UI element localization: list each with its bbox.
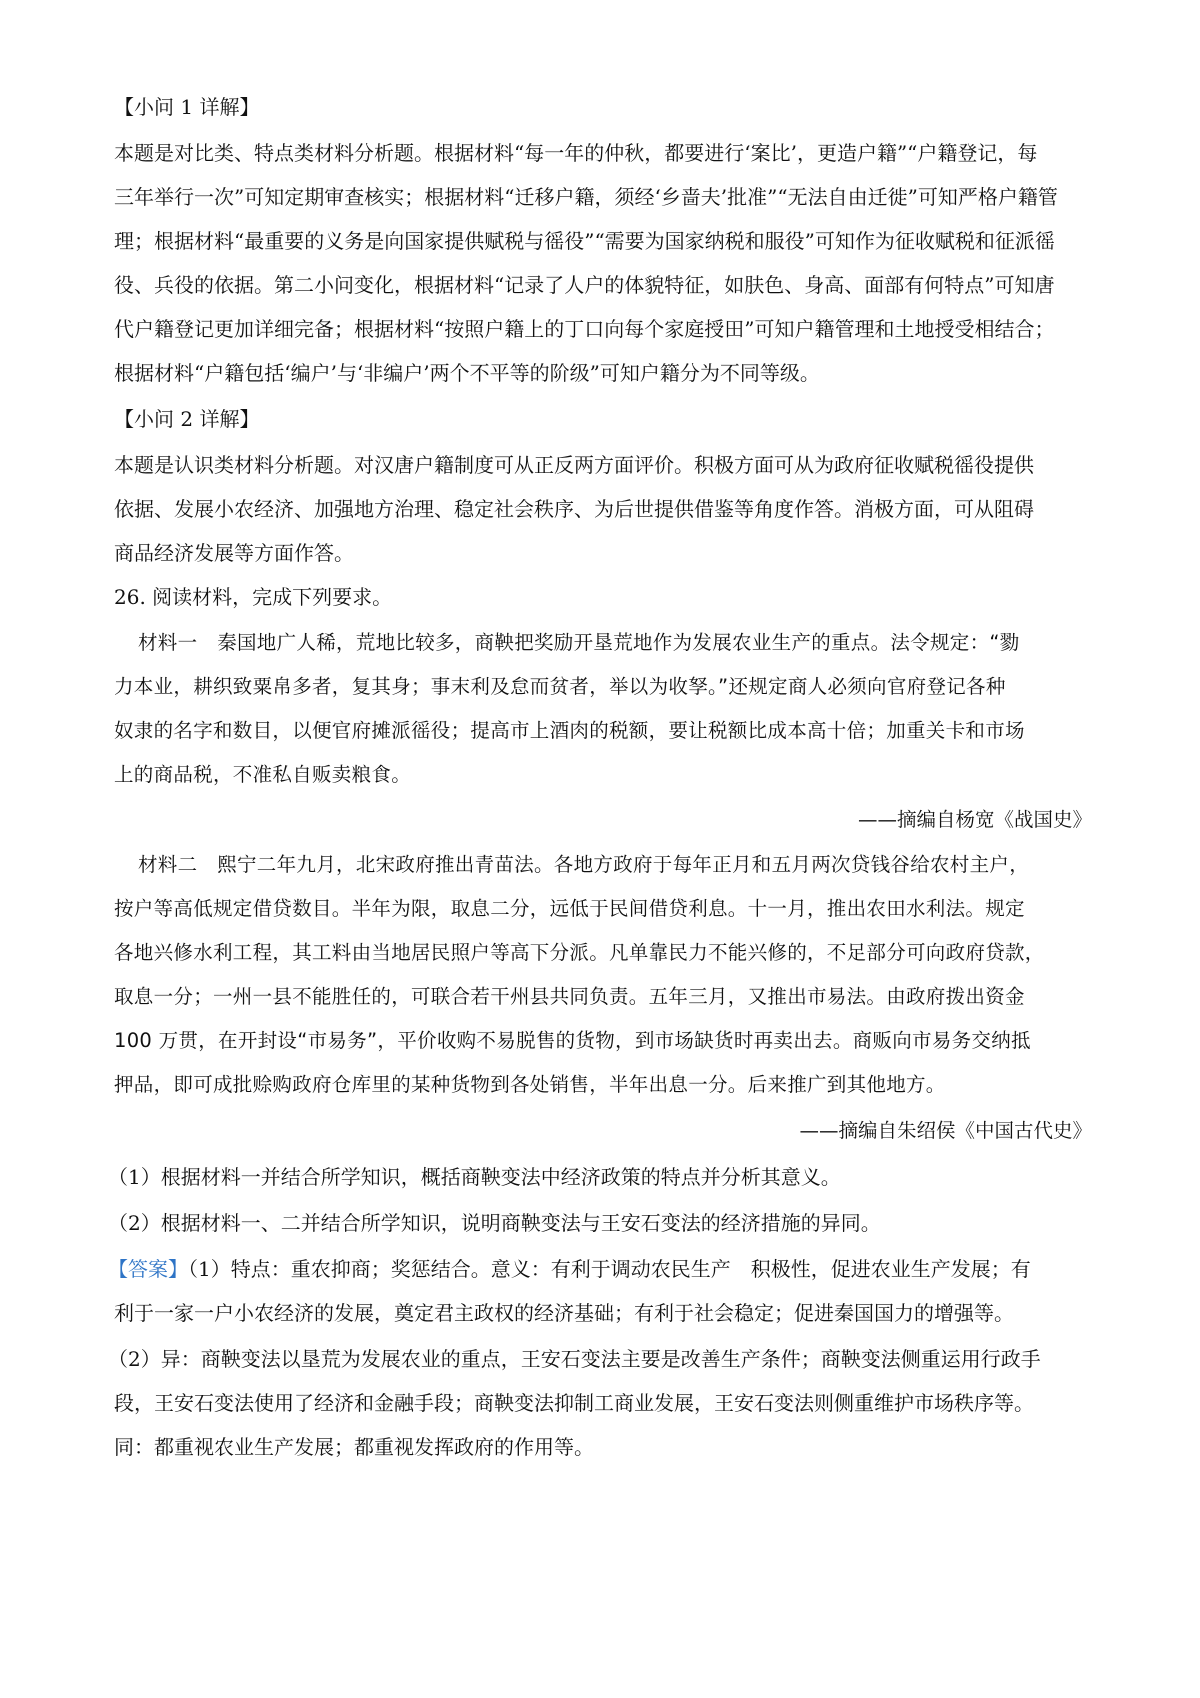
material2-line: 100 万贯，在开封设“市易务”，平价收购不易脱售的货物，到市场缺货时再卖出去。商贩向市易务交纳抵 (114, 1029, 1031, 1052)
material1-line: 上的商品税，不准私自贩卖粮食。 (114, 763, 412, 786)
subquestion-1: （1）根据材料一并结合所学知识，概括商鞅变法中经济政策的特点并分析其意义。 (108, 1165, 841, 1189)
answer-label: 【答案】 (108, 1257, 188, 1281)
material2-line: 各地兴修水利工程，其工料由当地居民照户等高下分派。凡单靠民力不能兴修的，不足部分可向政府贷款， (114, 941, 1045, 964)
answer-line (108, 1254, 1088, 1284)
material2-line: 取息一分；一州一县不能胜任的，可联合若干州县共同负责。五年三月，又推出市易法。由政府拨出资金 (114, 985, 1025, 1008)
q1-text-line: 本题是对比类、特点类材料分析题。根据材料“每一年的仲秋，都要进行‘案比’，更造户籍”“户籍登记，每 (114, 141, 1038, 165)
q2-text-line: 商品经济发展等方面作答。 (114, 541, 354, 565)
material2-line: 按户等高低规定借贷数目。半年为限，取息二分，远低于民间借贷利息。十一月，推出农田水利法。规定 (114, 897, 1025, 920)
question-stem: 26. 阅读材料，完成下列要求。 (114, 585, 393, 609)
material2-source: ——摘编自朱绍侯《中国古代史》 (799, 1119, 1092, 1142)
material1-line: 力本业，耕织致粟帛多者，复其身；事末利及怠而贫者，举以为收孥。”还规定商人必须向官府登记各种 (114, 675, 1006, 698)
answer-line: 同：都重视农业生产发展；都重视发挥政府的作用等。 (114, 1435, 594, 1459)
material2-line: 材料二 熙宁二年九月，北宋政府推出青苗法。各地方政府于每年正月和五月两次贷钱谷给农村主户， (138, 853, 1030, 876)
material1-source: ——摘编自杨宽《战国史》 (857, 808, 1092, 831)
q1-text-line: 三年举行一次”可知定期审查核实；根据材料“迁移户籍，须经‘乡啬夫’批准”“无法自由迁徙”可知严格户籍管 (114, 185, 1058, 209)
subquestion-2: （2）根据材料一、二并结合所学知识，说明商鞅变法与王安石变法的经济措施的异同。 (108, 1211, 881, 1235)
material2-line: 押品，即可成批赊购政府仓库里的某种货物到各处销售，半年出息一分。后来推广到其他地方。 (114, 1073, 946, 1096)
answer-line: 段，王安石变法使用了经济和金融手段；商鞅变法抑制工商业发展，王安石变法则侧重维护市场秩序等。 (114, 1391, 1034, 1415)
q1-text-line: 代户籍登记更加详细完备；根据材料“按照户籍上的丁口向每个家庭授田”可知户籍管理和土地授受相结合； (114, 317, 1055, 341)
material1-line: 材料一 秦国地广人稀，荒地比较多，商鞅把奖励开垦荒地作为发展农业生产的重点。法令规定：“勠 (138, 631, 1020, 654)
q1-text-line: 役、兵役的依据。第二小问变化，根据材料“记录了人户的体貌特征，如肤色、身高、面部有何特点”可知唐 (114, 273, 1055, 297)
q1-text-line: 根据材料“户籍包括‘编户’与‘非编户’两个不平等的阶级”可知户籍分为不同等级。 (114, 361, 820, 385)
q1-text-line: 理；根据材料“最重要的义务是向国家提供赋税与徭役”“需要为国家纳税和服役”可知作为征收赋税和征派徭 (114, 229, 1055, 253)
q2-heading: 【小问 2 详解】 (114, 407, 260, 431)
material1-line: 奴隶的名字和数目，以便官府摊派徭役；提高市上酒肉的税额，要让税额比成本高十倍；加重关卡和市场 (114, 719, 1025, 742)
q2-text-line: 本题是认识类材料分析题。对汉唐户籍制度可从正反两方面评价。积极方面可从为政府征收赋税徭役提供 (114, 453, 1034, 477)
answer-line: （2）异：商鞅变法以垦荒为发展农业的重点，王安石变法主要是改善生产条件；商鞅变法侧重运用行政手 (108, 1347, 1041, 1371)
q1-heading: 【小问 1 详解】 (114, 95, 260, 119)
answer-line: 利于一家一户小农经济的发展，奠定君主政权的经济基础；有利于社会稳定；促进秦国国力的增强等。 (114, 1301, 1014, 1325)
q2-text-line: 依据、发展小农经济、加强地方治理、稳定社会秩序、为后世提供借鉴等角度作答。消极方面，可从阻碍 (114, 497, 1034, 521)
answer-text: （1）特点：重农抑商；奖惩结合。意义：有利于调动农民生产 积极性，促进农业生产发展；有 (188, 1257, 1031, 1281)
